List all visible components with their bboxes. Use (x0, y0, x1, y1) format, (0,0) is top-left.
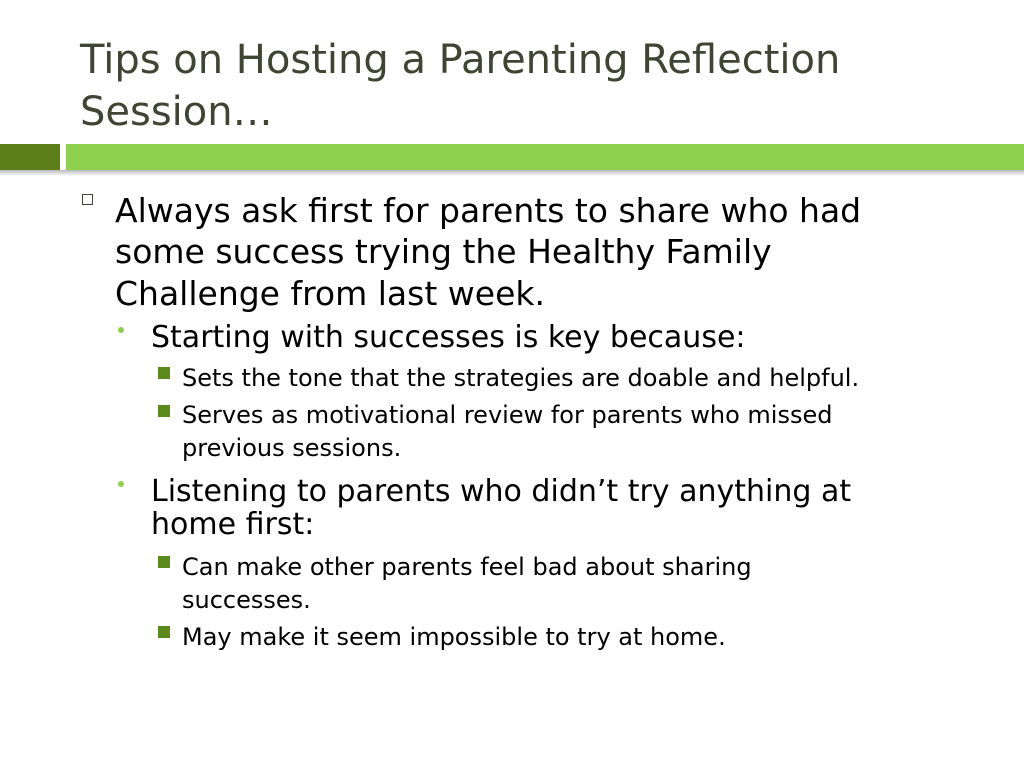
title-line-1: Tips on Hosting a Parenting Reflection (80, 37, 841, 83)
bullet-text-line: Always ask first for parents to share who had (115, 191, 862, 230)
bullet-text-line: Starting with successes is key because: (151, 320, 746, 355)
bullet-text-line: Listening to parents who didn’t try anything at (151, 474, 852, 509)
bullet-text-line: May make it seem impossible to try at home. (182, 623, 726, 651)
bullet-text-line: successes. (182, 586, 311, 614)
bullet-text-line: Serves as motivational review for parents who missed (182, 401, 833, 429)
dot-bullet-icon (118, 481, 124, 487)
bullet-text-line: Can make other parents feel bad about sharing (182, 553, 752, 581)
square-bullet-icon (158, 626, 170, 638)
bullet-text-line: some success trying the Healthy Family (115, 232, 772, 271)
bullet-text-line: previous sessions. (182, 434, 402, 462)
bullet-text-line: Sets the tone that the strategies are doable and helpful. (182, 364, 860, 392)
square-outline-bullet-icon (82, 194, 93, 205)
square-bullet-icon (158, 367, 170, 379)
dot-bullet-icon (118, 327, 124, 333)
bullet-text-line: home first: (151, 507, 315, 542)
title-line-2: Session… (80, 89, 273, 135)
square-bullet-icon (158, 405, 170, 417)
square-bullet-icon (158, 556, 170, 568)
bullet-text-line: Challenge from last week. (115, 274, 545, 313)
